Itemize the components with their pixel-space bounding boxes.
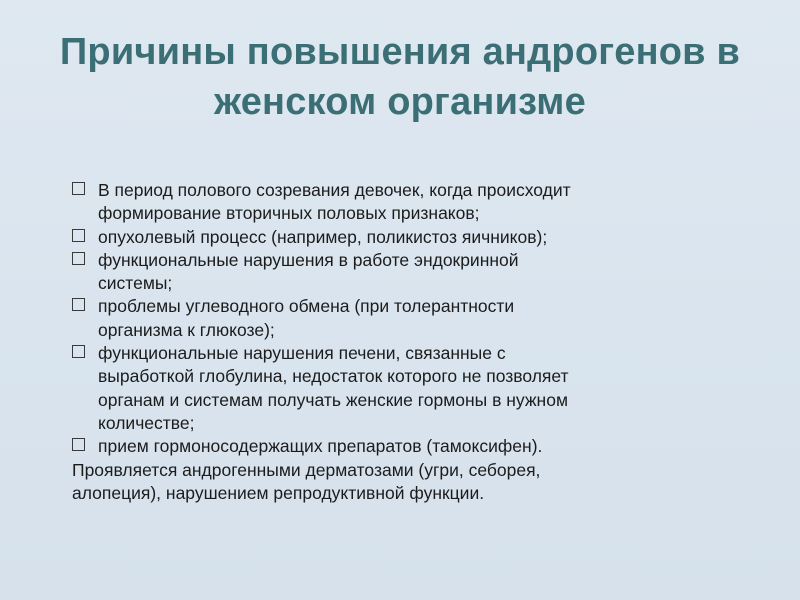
list-item-text: функциональные нарушения печени, связанные с выработкой глобулина, недостаток которого не позволяет органам и системам получать женские гормоны в нужном количестве; [98, 343, 569, 433]
slide-body [72, 179, 592, 505]
check-square-icon [72, 345, 85, 358]
list-item [72, 249, 592, 296]
slide-title [20, 27, 780, 127]
list-item-text: проблемы углеводного обмена (при толерантности организма к глюкозе); [98, 296, 515, 340]
list-item [72, 342, 592, 435]
slide-title-line-1: Причины повышения андрогенов в [59, 31, 741, 73]
closing-paragraph: Проявляется андрогенными дерматозами (угри, себорея, алопеция), нарушением репродуктивной функции. [72, 459, 541, 503]
check-square-icon [72, 182, 85, 195]
check-square-icon [72, 438, 85, 451]
check-square-icon [72, 298, 85, 311]
list-item [72, 295, 592, 342]
list-item [72, 179, 592, 226]
list-item [72, 226, 592, 249]
list-item [72, 435, 592, 458]
list-item-text: функциональные нарушения в работе эндокринной системы; [98, 249, 519, 294]
list-item-text: прием гормоносодержащих препаратов (тамоксифен). [98, 436, 543, 457]
list-item-text: В период полового созревания девочек, когда происходит формирование вторичных половых признаков; [98, 180, 571, 224]
cause-list [72, 179, 592, 459]
check-square-icon [72, 252, 85, 265]
list-item-text: опухолевый процесс (например, поликистоз яичников); [98, 226, 548, 247]
check-square-icon [72, 229, 85, 242]
slide-title-line-2: женском организме [214, 81, 586, 123]
